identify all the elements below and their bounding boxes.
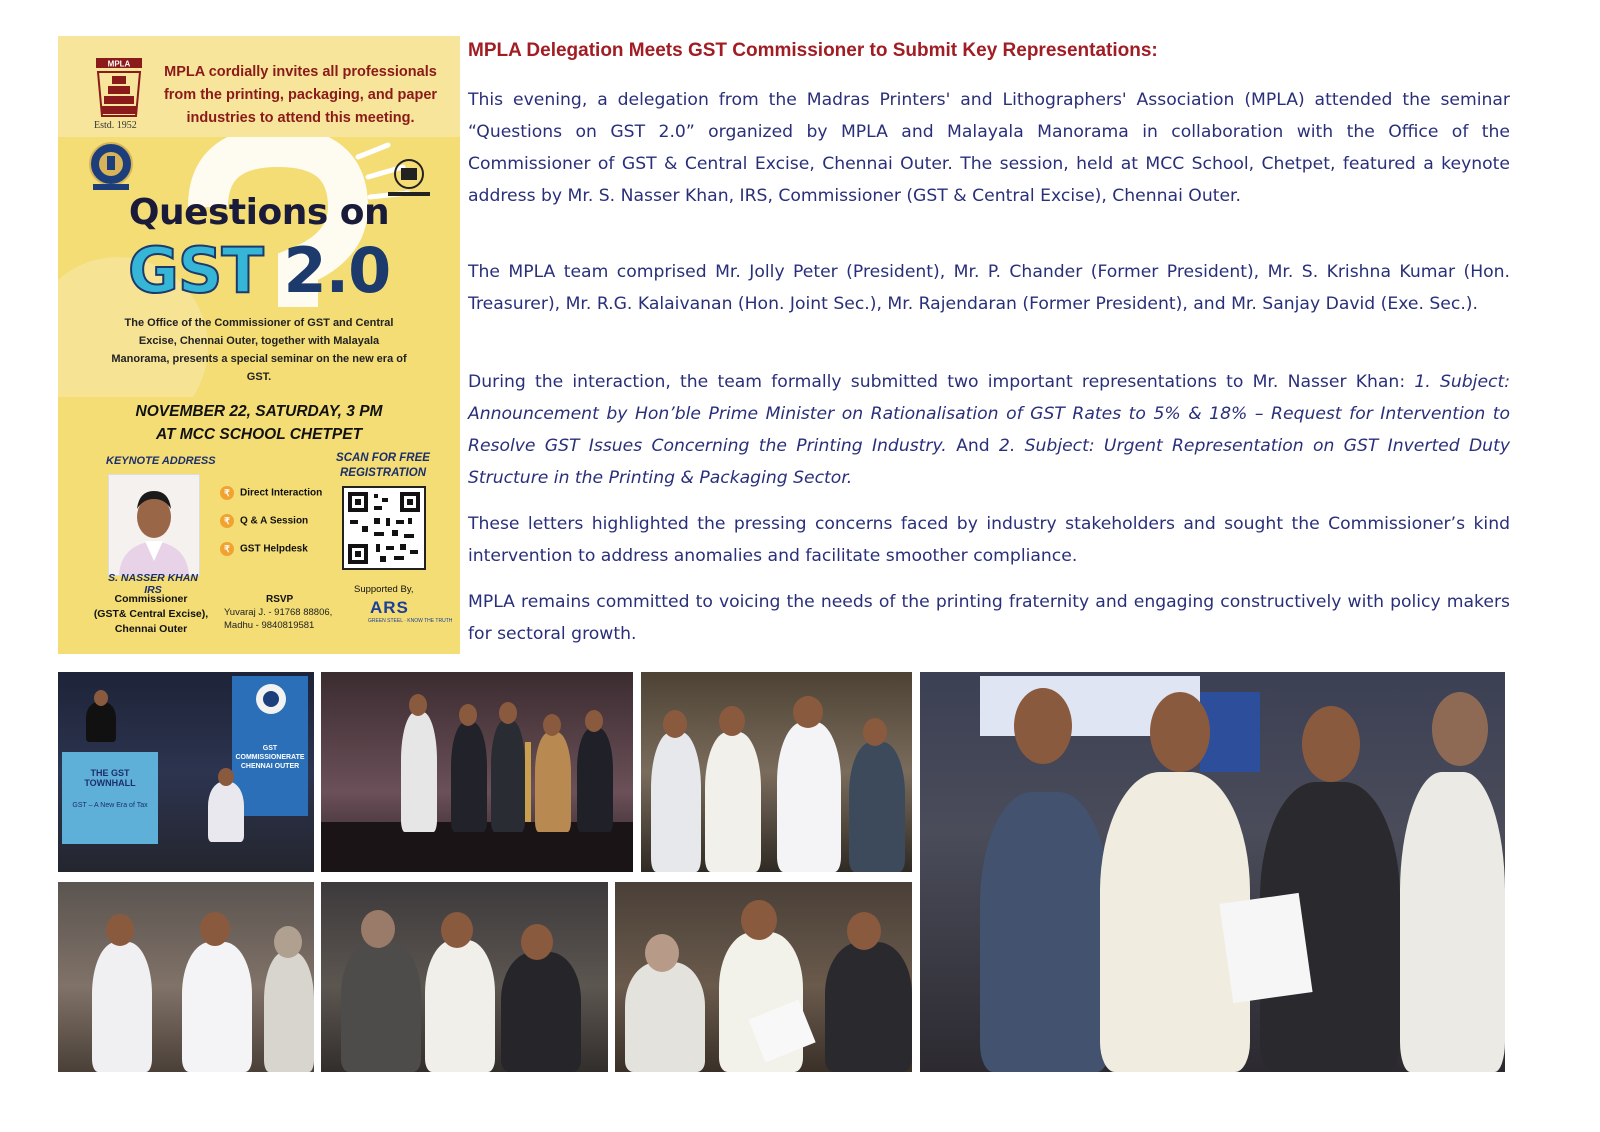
registration-qr-code[interactable]: [342, 486, 426, 570]
person-head: [543, 714, 561, 736]
person-head: [585, 710, 603, 732]
feature-label: GST Helpdesk: [240, 543, 308, 555]
rupee-icon: ₹: [220, 514, 234, 528]
person-head: [1014, 688, 1072, 764]
person-figure: [1400, 772, 1505, 1072]
person-head: [793, 696, 823, 728]
person-figure: [182, 942, 252, 1072]
event-date: NOVEMBER 22, SATURDAY, 3 PM: [135, 403, 383, 420]
rsvp-contact: Madhu - 9840819581: [224, 620, 315, 631]
event-photo-conversation: [58, 882, 314, 1072]
article-paragraph-3: [468, 366, 1510, 494]
person-figure: [401, 712, 437, 832]
article-paragraph-2: The MPLA team comprised Mr. Jolly Peter (President), Mr. P. Chander (Former President), Mr. S. Krishna Kumar (Hon. Treasurer), Mr. R.G. Kalaivanan (Hon. Joint Sec.), Mr. Rajendaran (Former President), and Mr. Sanjay David (Exe. Sec.).: [468, 262, 1510, 314]
event-photo-document-review: [615, 882, 912, 1072]
person-head: [274, 926, 302, 958]
person-figure: [264, 952, 314, 1072]
event-photo-handshake: [641, 672, 912, 872]
person-figure: [651, 732, 701, 872]
svg-text:MPLA: MPLA: [107, 59, 131, 69]
person-figure: [777, 722, 841, 872]
article-headline: MPLA Delegation Meets GST Commissioner to Submit Key Representations:: [468, 40, 1158, 61]
person-head: [441, 912, 473, 948]
poster-title-line2: [128, 234, 390, 307]
invite-text: MPLA cordially invites all professionals from the printing, packaging, and paper industries to attend this meeting.: [163, 64, 438, 126]
person-figure: [625, 962, 705, 1072]
paragraph-text: During the interaction, the team formally submitted two important representations to Mr. Nasser Khan:: [468, 372, 1415, 392]
poster-title-line1: Questions on: [128, 192, 390, 233]
speaker-name: S. NASSER KHAN IRS: [108, 572, 198, 596]
rupee-icon: ₹: [220, 486, 234, 500]
feature-label: Q & A Session: [240, 515, 309, 527]
person-figure: [980, 792, 1110, 1072]
event-photo-stage-speaker: [58, 672, 314, 872]
seated-head: [218, 768, 234, 786]
event-photo-lamp-lighting: [321, 672, 633, 872]
feature-direct-interaction: [220, 486, 322, 500]
keynote-label: KEYNOTE ADDRESS: [106, 455, 216, 467]
estd-text: Estd. 1952: [94, 120, 137, 131]
person-head: [645, 934, 679, 972]
speaker-title-line: Chennai Outer: [114, 623, 188, 635]
department-seal-icon: [254, 682, 288, 716]
event-venue: AT MCC SCHOOL CHETPET: [155, 426, 363, 443]
qr-code-icon: [344, 488, 424, 568]
person-head: [106, 914, 134, 946]
scan-label-line: SCAN FOR FREE: [336, 452, 430, 464]
paragraph-text: And: [946, 436, 999, 456]
person-head: [863, 718, 887, 746]
sponsor-tagline: GREEN STEEL · KNOW THE TRUTH: [368, 618, 453, 624]
person-figure: [501, 952, 581, 1072]
person-head: [719, 706, 745, 736]
scan-label-line: REGISTRATION: [339, 467, 427, 479]
person-head: [361, 910, 395, 948]
banner-text: GST COMMISSIONERATE CHENNAI OUTER: [235, 745, 305, 770]
person-head: [847, 912, 881, 950]
feature-qa-session: [220, 514, 308, 528]
person-head: [409, 694, 427, 716]
gst-department-seal-icon: [88, 140, 134, 192]
speaker-title-line: (GST& Central Excise),: [93, 608, 209, 620]
poster-title-version: 2.0: [283, 234, 391, 307]
rsvp-contact: Yuvaraj J. - 91768 88806,: [224, 607, 333, 618]
article-paragraph-5: MPLA remains committed to voicing the needs of the printing fraternity and engaging constructively with policy makers for sectoral growth.: [468, 592, 1510, 644]
rupee-icon: ₹: [220, 542, 234, 556]
representation-subject-2: 2. Subject: Urgent Representation on GST Inverted Duty Structure in the Printing & Packaging Sector.: [468, 436, 1510, 488]
supported-by-label: Supported By,: [354, 584, 414, 595]
seated-figure: [208, 782, 244, 842]
person-head: [200, 912, 230, 946]
speaker-head: [94, 690, 108, 706]
person-head: [741, 900, 777, 940]
person-head: [1302, 706, 1360, 782]
person-figure: [92, 942, 152, 1072]
person-head: [521, 924, 553, 960]
speaker-photo: [108, 474, 200, 576]
person-figure: [577, 728, 613, 832]
banner-text: GST – A New Era of Tax: [72, 802, 148, 809]
poster-description: The Office of the Commissioner of GST and Central Excise, Chennai Outer, together with Malayala Manorama, presents a special seminar on the new era of GST.: [111, 317, 407, 383]
person-figure: [849, 742, 905, 872]
sponsor-logo: ARS: [370, 598, 409, 617]
person-figure: [425, 940, 495, 1072]
memorandum-document: [1219, 893, 1312, 1003]
person-figure: [705, 732, 761, 872]
representation-subject-1: 1. Subject: Announcement by Hon’ble Prime Minister on Rationalisation of GST Rates to 5% & 18% – Request for Intervention to Resolve GST Issues Concerning the Printing Industry.: [468, 372, 1510, 456]
poster-invite-banner: [58, 36, 460, 137]
person-figure: [825, 942, 912, 1072]
event-poster: [58, 36, 460, 654]
person-figure: [535, 732, 571, 832]
poster-title-gst: GST: [128, 234, 263, 307]
speaker-title-line: Commissioner: [114, 593, 188, 605]
person-figure: [341, 942, 421, 1072]
townhall-banner: [62, 752, 158, 844]
person-figure: [451, 722, 487, 832]
person-head: [1432, 692, 1488, 766]
person-head: [663, 710, 687, 738]
feature-label: Direct Interaction: [240, 487, 323, 499]
event-photo-greeting: [321, 882, 608, 1072]
person-head: [459, 704, 477, 726]
rsvp-label: RSVP: [266, 594, 294, 605]
scan-registration-label: [328, 451, 438, 481]
person-head: [1150, 692, 1210, 772]
feature-gst-helpdesk: [220, 542, 308, 556]
person-figure: [491, 720, 525, 832]
speaker-title: [86, 592, 216, 637]
speaker-figure: [86, 702, 116, 742]
article-paragraph-4: These letters highlighted the pressing concerns faced by industry stakeholders and sought the Commissioner’s kind intervention to address anomalies and facilitate smoother compliance.: [468, 514, 1510, 566]
event-photo-memorandum-handover: [920, 672, 1505, 1072]
article-paragraph-1: This evening, a delegation from the Madras Printers' and Lithographers' Association (MPLA) attended the seminar “Questions on GST 2.0” organized by MPLA and Malayala Manorama in collaboration with the Office of the Commissioner of GST & Central Excise, Chennai Outer. The session, held at MCC School, Chetpet, featured a keynote address by Mr. S. Nasser Khan, IRS, Commissioner (GST & Central Excise), Chennai Outer.: [468, 90, 1510, 206]
person-head: [499, 702, 517, 724]
lamp-stand: [525, 742, 531, 822]
banner-text: THE GST TOWNHALL: [84, 768, 136, 788]
